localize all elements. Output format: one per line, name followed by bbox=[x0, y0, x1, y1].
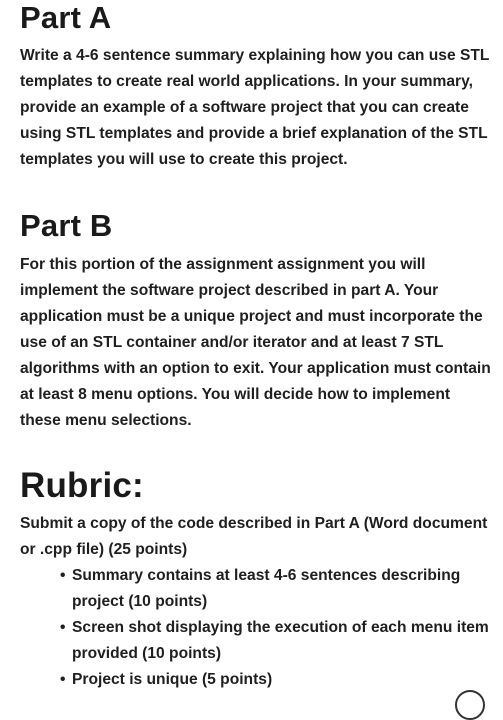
circle-icon bbox=[455, 690, 485, 720]
bullet-icon: • bbox=[60, 671, 66, 688]
rubric-item bbox=[60, 667, 490, 693]
rubric-intro: Submit a copy of the code described in Part A (Word document or .cpp file) (25 points) bbox=[20, 515, 488, 558]
bullet-icon: • bbox=[60, 567, 66, 584]
rubric-item-text: Summary contains at least 4-6 sentences describing project (10 points) bbox=[72, 567, 461, 610]
rubric-item-text: Project is unique (5 points) bbox=[72, 671, 273, 688]
rubric-heading: Rubric: bbox=[20, 466, 144, 505]
bullet-icon: • bbox=[60, 619, 66, 636]
part-a-body: Write a 4-6 sentence summary explaining how you can use STL templates to create real world applications. In your summary, provide an example of a software project that you can create using STL templates and provide a brief explanation of the STL templates you will use to create this project. bbox=[20, 47, 490, 168]
rubric-item bbox=[60, 615, 490, 667]
part-a-heading: Part A bbox=[20, 0, 112, 35]
rubric-item bbox=[60, 563, 490, 615]
rubric-item-text: Screen shot displaying the execution of each menu item provided (10 points) bbox=[72, 619, 489, 662]
part-b-body: For this portion of the assignment assignment you will implement the software project described in part A. Your application must be a unique project and must incorporate the use of an STL container and/or iterator and at least 7 STL algorithms with an option to exit. Your application must contain at least 8 menu options. You will decide how to implement these menu selections. bbox=[20, 256, 491, 429]
part-b-heading: Part B bbox=[20, 208, 113, 243]
rubric-list bbox=[60, 563, 490, 693]
